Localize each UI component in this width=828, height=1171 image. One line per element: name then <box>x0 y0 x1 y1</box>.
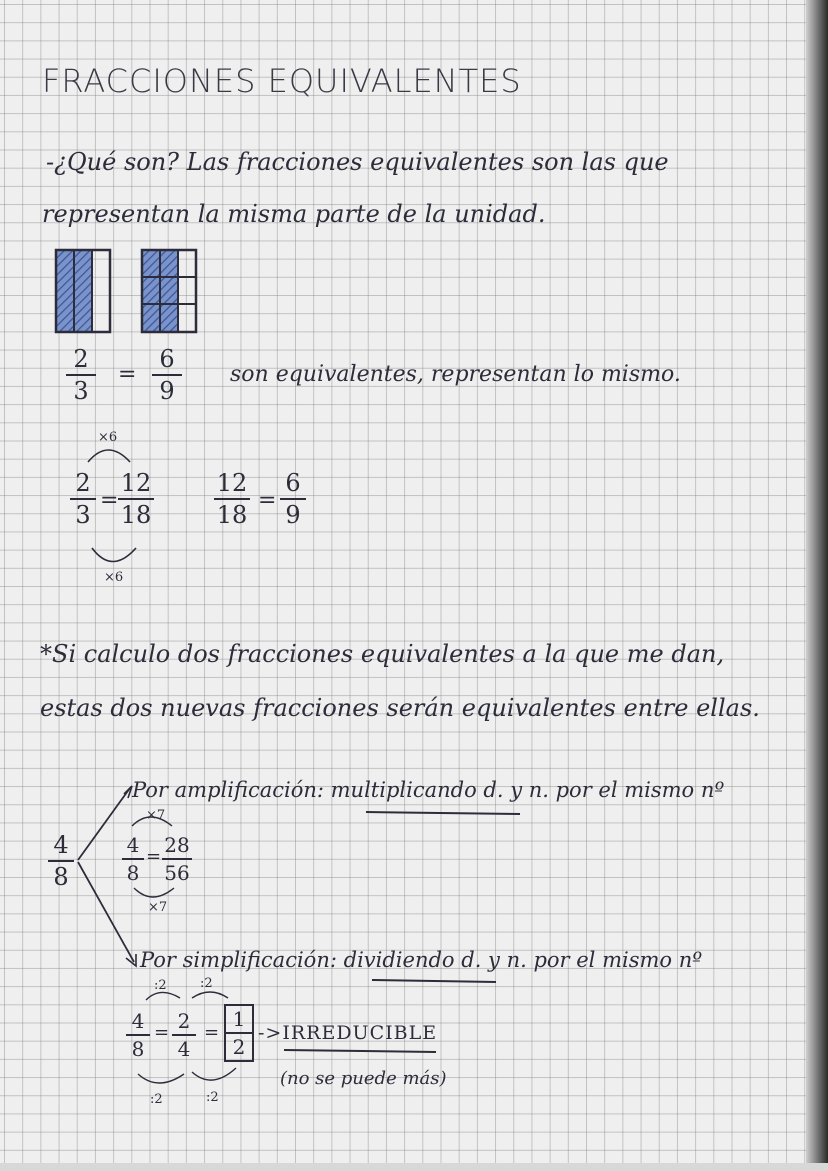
equals-sign: = <box>146 846 162 867</box>
fraction-4-8-amp: 4 8 <box>122 834 144 884</box>
equals-sign: = <box>154 1022 170 1043</box>
irreducible-label: ->IRREDUCIBLE <box>258 1022 438 1044</box>
fraction-1-2-boxed: 1 2 <box>224 1004 254 1062</box>
equals-sign: = <box>258 488 277 513</box>
fraction-12-18-b: 12 18 <box>214 470 250 528</box>
fraction-6-9: 6 9 <box>152 346 182 404</box>
fraction-4-8-simp: 4 8 <box>126 1010 150 1060</box>
divisor-top-2: :2 <box>200 976 213 991</box>
fraction-2-3-b: 2 3 <box>70 470 96 528</box>
multiplier-bottom: ×6 <box>104 570 124 585</box>
equivalence-caption: son equivalentes, representan lo mismo. <box>230 362 681 387</box>
fraction-6-9-b: 6 9 <box>280 470 306 528</box>
multiplier-7-top: ×7 <box>146 808 166 823</box>
intro-line-1: -¿Qué son? Las fracciones equivalentes son las que <box>46 148 669 176</box>
equals-sign: = <box>204 1022 220 1043</box>
arc-top-x6 <box>88 450 130 462</box>
diagram-six-ninths <box>142 250 196 332</box>
diagram-two-thirds <box>56 250 110 332</box>
irreducible-note: (no se puede más) <box>280 1068 447 1089</box>
page-title: FRACCIONES EQUIVALENTES <box>42 62 522 100</box>
equals-sign: = <box>100 488 119 513</box>
multiplier-top: ×6 <box>98 430 118 445</box>
divisor-top-1: :2 <box>154 978 167 993</box>
divisor-bottom-2: :2 <box>206 1090 219 1105</box>
fraction-2-4: 2 4 <box>172 1010 196 1060</box>
intro-line-2: representan la misma parte de la unidad. <box>42 200 546 228</box>
equals-sign: = <box>118 362 137 387</box>
multiplier-7-bottom: ×7 <box>148 900 168 915</box>
note-line-1: *Si calculo dos fracciones equivalentes a la que me dan, <box>40 640 725 668</box>
simplification-label: Por simplificación: dividiendo d. y n. por el mismo nº <box>140 948 703 972</box>
fraction-12-18: 12 18 <box>118 470 154 528</box>
divisor-bottom-1: :2 <box>150 1092 163 1107</box>
fraction-2-3: 2 3 <box>66 346 96 404</box>
note-line-2: estas dos nuevas fracciones serán equivalentes entre ellas. <box>40 694 760 722</box>
fraction-28-56: 28 56 <box>162 834 192 884</box>
amplification-label: Por amplificación: multiplicando d. y n. por el mismo nº <box>132 778 725 802</box>
fraction-4-8-origin: 4 8 <box>48 832 74 890</box>
arc-bottom-x6 <box>92 548 136 562</box>
